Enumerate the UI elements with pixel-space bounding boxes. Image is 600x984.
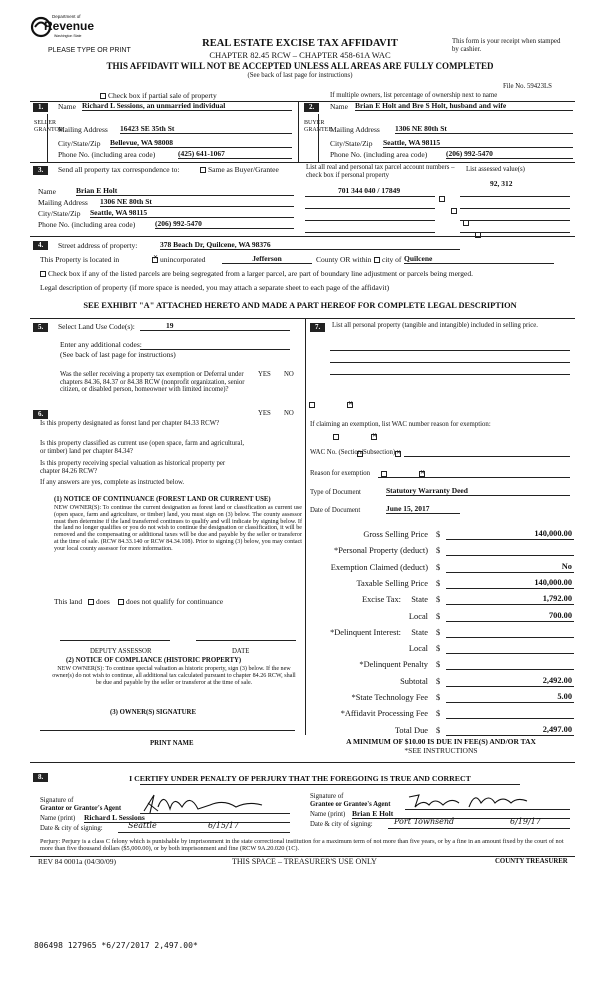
sec5-yes-header: YES: [258, 371, 271, 378]
print-name-label: PRINT NAME: [150, 740, 194, 747]
buyer-grantee-label: BUYER GRANTEE: [304, 120, 332, 133]
seller-city-label: City/State/Zip: [58, 139, 101, 148]
owner-signature-label: (3) OWNER(S) SIGNATURE: [110, 709, 196, 716]
document-date-label: Date of Document: [310, 507, 361, 514]
seller-name: Richard L Sessions, an unmarried individual: [82, 102, 292, 111]
minimum-fee-note: A MINIMUM OF $10.00 IS DUE IN FEE(S) AND/OR TAX: [346, 737, 536, 746]
unincorporated-label: unincorporated: [160, 255, 206, 264]
notice-compliance-title: (2) NOTICE OF COMPLIANCE (HISTORIC PROPERTY): [66, 657, 242, 664]
certify-statement: I CERTIFY UNDER PENALTY OF PERJURY THAT THE FOREGOING IS TRUE AND CORRECT: [129, 774, 471, 783]
tax-row-value: [446, 659, 574, 670]
grantee-name: Brian E Holt: [352, 810, 570, 819]
tax-row-currency: $: [436, 725, 441, 735]
tax-row-value: [446, 643, 574, 654]
exemption-question: Was the seller receiving a property tax exemption or Deferral under chapters 84.36, 84.37 or 84.38 RCW (nonprofit organization, senior citizen, or disabled person, homeowner with limited income)?: [60, 371, 245, 394]
file-number: File No. 59423LS: [503, 83, 552, 90]
buyer-phone: (206) 992-5470: [446, 150, 573, 159]
tax-row-currency: $: [436, 676, 441, 686]
grantor-signature-label-2: Grantor or Grantor's Agent: [40, 805, 122, 812]
receipt-note: This form is your receipt when stamped by cashier.: [452, 38, 561, 53]
partial-sale-checkbox[interactable]: [100, 92, 217, 100]
street-label: Street address of property:: [58, 241, 138, 250]
city-of-checkbox[interactable]: [374, 256, 401, 264]
seller-name-label: Name: [58, 102, 76, 111]
unincorporated-checkbox[interactable]: [152, 256, 205, 264]
section-8-number: 8.: [33, 773, 48, 782]
tax-row-label: Total Due: [394, 725, 428, 735]
form-chapter: CHAPTER 82.45 RCW – CHAPTER 458-61A WAC: [209, 50, 391, 60]
forest-land-question: Is this property designated as forest land per chapter 84.33 RCW?: [40, 420, 220, 427]
tax-row-value: 5.00: [446, 692, 574, 703]
grantor-city: Seattle: [128, 821, 157, 830]
seller-city: Bellevue, WA 98008: [110, 139, 292, 148]
county-name: Jefferson: [222, 255, 312, 264]
see-back-top: (See back of last page for instructions): [247, 72, 353, 79]
tax-city: Seattle, WA 98115: [90, 209, 294, 218]
grantor-date-label: Date & city of signing:: [40, 825, 103, 832]
tax-row-label: *State Technology Fee: [351, 693, 428, 702]
land-does-not-checkbox[interactable]: [118, 598, 223, 606]
tax-row: [306, 691, 576, 707]
tax-row: [306, 577, 576, 593]
tax-row-sublabel: Local: [408, 644, 428, 654]
grantor-name-label: Name (print): [40, 815, 76, 822]
grantee-name-label: Name (print): [310, 811, 346, 818]
tax-row-label: Subtotal: [400, 676, 428, 686]
tax-row-currency: $: [436, 627, 441, 637]
current-use-question: Is this property classified as current use (open space, farm and agricultural, or timber) land per chapter 84.34?: [40, 440, 245, 455]
buyer-mailing: 1306 NE 80th St: [395, 125, 573, 134]
personal-property-label: List all personal property (tangible and intangible) included in selling price.: [332, 322, 538, 329]
perjury-statement: Perjury: Perjury is a class C felony which is punishable by imprisonment in the state correctional institution for a maximum term of not more than five years, or by a fine in an amount fixed by the court of not more than five thousand dollars ($5,000.00), or by both imprisonment and fine (RCW 9A.20.020 (1C).: [40, 838, 564, 853]
buyer-name-label: Name: [330, 102, 348, 111]
notice-continuance-body: NEW OWNER(S): To continue the current designation as forest land or classification as current use (open space, farm and agriculture, or timber) land, you must sign on (3) below. The county assessor must then determine if the land transferred continues to qualify and will indicate by signing below. If the land no longer qualifies or you do not wish to continue the designation or classification, it will be removed and the compensating or additional taxes will be due and payable by the seller or transferor at the time of sale. (RCW 84.33.140 or RCW 84.34.108). Prior to signing (3) below, you may contact your local county assessor for more information.: [54, 505, 302, 552]
tax-row-sublabel: Local: [408, 611, 428, 621]
tax-row-value: [446, 708, 574, 719]
send-correspondence-label: Send all property tax correspondence to:: [58, 165, 180, 174]
buyer-city: Seattle, WA 98115: [383, 139, 573, 148]
please-type: PLEASE TYPE OR PRINT: [48, 47, 131, 54]
logo-main-text: Revenue: [44, 19, 95, 33]
tax-row-label: *Delinquent Interest:: [330, 627, 401, 637]
exemption-no-checkbox[interactable]: [347, 402, 353, 408]
grantee-date-line: [388, 818, 570, 829]
land-use-label: Select Land Use Code(s):: [58, 322, 135, 331]
this-land-label: This land: [54, 597, 83, 606]
street-address: 378 Beach Dr, Quilcene, WA 98376: [160, 241, 460, 250]
exhibit-a-line: SEE EXHIBIT "A" ATTACHED HERETO AND MADE A PART HEREOF FOR COMPLETE LEGAL DESCRIPTION: [83, 301, 517, 310]
tax-row: [306, 561, 576, 577]
tax-phone: (206) 992-5470: [155, 220, 294, 229]
tax-row: [306, 642, 576, 658]
land-does-label: does: [96, 597, 110, 606]
deputy-date-label: DATE: [232, 648, 250, 655]
logo-sub-text: Washington State: [54, 34, 82, 38]
tax-row-currency: $: [436, 578, 441, 588]
logo-top-text: Department of: [52, 14, 81, 19]
tax-row-label: Exemption Claimed (deduct): [330, 562, 428, 572]
county-or-within: County OR within: [316, 255, 372, 264]
seller-grantor-label: SELLER GRANTOR: [34, 120, 63, 133]
tax-city-label: City/State/Zip: [38, 209, 81, 218]
tax-row-value: 140,000.00: [446, 578, 574, 589]
section-7-number: 7.: [310, 323, 325, 332]
parcel-number: 701 344 040 / 17849: [338, 186, 401, 195]
section-3-number: 3.: [33, 166, 48, 175]
land-does-not-label: does not qualify for continuance: [126, 597, 224, 606]
tax-row-label: *Affidavit Processing Fee: [340, 709, 428, 719]
notice-continuance-title: (1) NOTICE OF CONTINUANCE (FOREST LAND OR CURRENT USE): [54, 496, 271, 503]
tax-row-currency: $: [436, 611, 441, 621]
tax-row-value: 2,497.00: [446, 725, 574, 736]
grantor-date-line: [118, 822, 290, 833]
form-title: REAL ESTATE EXCISE TAX AFFIDAVIT: [202, 38, 398, 49]
tax-row-currency: $: [436, 562, 441, 572]
sec6-no-header: NO: [284, 410, 294, 417]
wac-number-label: WAC No. (Section/Subsection): [310, 449, 396, 456]
segregated-checkbox[interactable]: [40, 270, 580, 278]
tax-row-value: 2,492.00: [446, 676, 574, 687]
additional-codes-label: Enter any additional codes:: [60, 340, 142, 349]
tax-row-value: 700.00: [446, 611, 574, 622]
legal-description-label: Legal description of property (if more space is needed, you may attach a separate sheet to each page of the affidavit): [40, 283, 390, 292]
sec5-no-header: NO: [284, 371, 294, 378]
tax-row: [306, 528, 576, 544]
grantor-signature-label-1: Signature of: [40, 797, 74, 804]
seller-phone-label: Phone No. (including area code): [58, 150, 156, 159]
revision-number: REV 84 0001a (04/30/09): [38, 857, 116, 866]
tax-row-label: Gross Selling Price: [363, 530, 428, 539]
document-type: Statutory Warranty Deed: [386, 487, 570, 496]
tax-row: [306, 626, 576, 642]
tax-row-currency: $: [436, 709, 441, 719]
grantee-signature-label-2: Grantee or Grantee's Agent: [310, 801, 391, 808]
tax-row-value: No: [446, 562, 574, 573]
located-label: This Property is located in: [40, 255, 120, 264]
warning-line: THIS AFFIDAVIT WILL NOT BE ACCEPTED UNLESS ALL AREAS ARE FULLY COMPLETED: [106, 61, 494, 71]
deputy-assessor-label: DEPUTY ASSESSOR: [90, 648, 152, 655]
section-1-number: 1.: [33, 103, 48, 112]
claiming-exemption-label: If claiming an exemption, list WAC number reason for exemption:: [310, 421, 491, 428]
tax-row-currency: $: [436, 530, 441, 539]
buyer-name: Brian E Holt and Bre S Holt, husband and wife: [355, 102, 573, 111]
tax-row-label: Taxable Selling Price: [356, 578, 428, 588]
tax-row-value: [446, 545, 574, 556]
document-date: June 15, 2017: [386, 505, 460, 514]
tax-row: [306, 675, 576, 691]
same-as-buyer-checkbox[interactable]: [200, 166, 279, 174]
tax-mailing-label: Mailing Address: [38, 198, 88, 207]
treasurer-stamp: 806498 127965 *6/27/2017 2,497.00*: [34, 941, 198, 950]
if-yes-note: If any answers are yes, complete as instructed below.: [40, 479, 185, 486]
land-does-checkbox[interactable]: [88, 598, 110, 606]
tax-row-value: [446, 627, 574, 638]
section-5-number: 5.: [33, 323, 48, 332]
buyer-phone-label: Phone No. (including area code): [330, 150, 428, 159]
assessed-value: 92, 312: [490, 179, 513, 188]
historic-question: Is this property receiving special valuation as historical property per chapter 84.26 RCW?: [40, 460, 226, 475]
tax-row: [306, 658, 576, 674]
current-use-no-checkbox[interactable]: [395, 451, 401, 457]
tax-row: [306, 544, 576, 560]
tax-row-label: *Delinquent Penalty: [359, 660, 428, 670]
buyer-city-label: City/State/Zip: [330, 139, 373, 148]
tax-phone-label: Phone No. (including area code): [38, 220, 136, 229]
sec6-yes-header: YES: [258, 410, 271, 417]
tax-row-currency: $: [436, 595, 441, 605]
city-name: Quilcene: [404, 255, 554, 264]
section-2-number: 2.: [304, 103, 319, 112]
tax-row: [306, 610, 576, 626]
seller-mailing-label: Mailing Address: [58, 125, 108, 134]
tax-calculation-table: [306, 528, 576, 748]
multiple-owners-note: If multiple owners, list percentage of ownership next to name: [330, 92, 498, 99]
grantor-date: 6/15/17: [208, 821, 239, 830]
tax-name-label: Name: [38, 187, 56, 196]
tax-row-label: *Personal Property (deduct): [334, 546, 428, 556]
forest-yes-checkbox[interactable]: [333, 434, 339, 440]
tax-row-label: Excise Tax:: [361, 595, 401, 605]
land-use-code: 19: [140, 322, 290, 331]
seller-phone: (425) 641-1067: [178, 150, 292, 159]
parcel-list-label: List all real and personal tax parcel account numbers – check box if personal property: [306, 164, 455, 179]
grantor-signature-image: [140, 789, 270, 815]
tax-row-sublabel: State: [411, 595, 428, 605]
section-6-number: 6.: [33, 410, 48, 419]
tax-row-sublabel: State: [411, 627, 428, 637]
tax-row-currency: $: [436, 644, 441, 654]
tax-name: Brian E Holt: [76, 187, 294, 196]
section-4-number: 4.: [33, 241, 48, 250]
parcel-1-personal-checkbox[interactable]: [439, 196, 445, 202]
exemption-reason-label: Reason for exemption: [310, 470, 371, 477]
buyer-mailing-label: Mailing Address: [330, 125, 380, 134]
partial-sale-label: Check box if partial sale of property: [108, 91, 217, 100]
exemption-yes-checkbox[interactable]: [309, 402, 315, 408]
see-instructions-note: *SEE INSTRUCTIONS: [404, 746, 478, 755]
grantee-city: Port Townsend: [394, 817, 455, 826]
tax-row-currency: $: [436, 660, 441, 670]
tax-mailing: 1306 NE 80th St: [100, 198, 294, 207]
grantee-date-label: Date & city of signing:: [310, 821, 373, 828]
grantee-signature-image: [405, 787, 535, 811]
county-treasurer-label: COUNTY TREASURER: [495, 858, 568, 865]
tax-row-value: 140,000.00: [446, 529, 574, 540]
document-type-label: Type of Document: [310, 489, 361, 496]
tax-row-currency: $: [436, 693, 441, 702]
tax-row: [306, 707, 576, 723]
tax-row-value: 1,792.00: [446, 594, 574, 605]
notice-compliance-body: NEW OWNER(S): To continue special valuation as historic property, sign (3) below. If the new owner(s) do not wish to continue, all additional tax calculated pursuant to chapter 84.26 RCW, shall be due and payable by the seller or transferor at the time of sale.: [52, 666, 296, 686]
grantee-date: 6/19/17: [510, 817, 541, 826]
see-back-codes: (See back of last page for instructions): [60, 350, 176, 359]
forest-no-checkbox[interactable]: [371, 434, 377, 440]
same-as-buyer-label: Same as Buyer/Grantee: [208, 165, 279, 174]
parcel-2-personal-checkbox[interactable]: [451, 208, 457, 214]
city-of-label: city of: [382, 255, 402, 264]
tax-row: [306, 593, 576, 609]
seller-mailing: 16423 SE 35th St: [120, 125, 292, 134]
assessed-value-label: List assessed value(s): [466, 166, 525, 173]
tax-row-currency: $: [436, 546, 441, 556]
grantee-signature-label-1: Signature of: [310, 793, 344, 800]
segregated-label: Check box if any of the listed parcels are being segregated from a larger parcel, are part of boundary line adjustment or parcels being merged.: [48, 269, 473, 278]
grantor-name: Richard L Sessions: [84, 814, 290, 823]
treasurer-space-label: THIS SPACE – TREASURER'S USE ONLY: [232, 857, 377, 866]
